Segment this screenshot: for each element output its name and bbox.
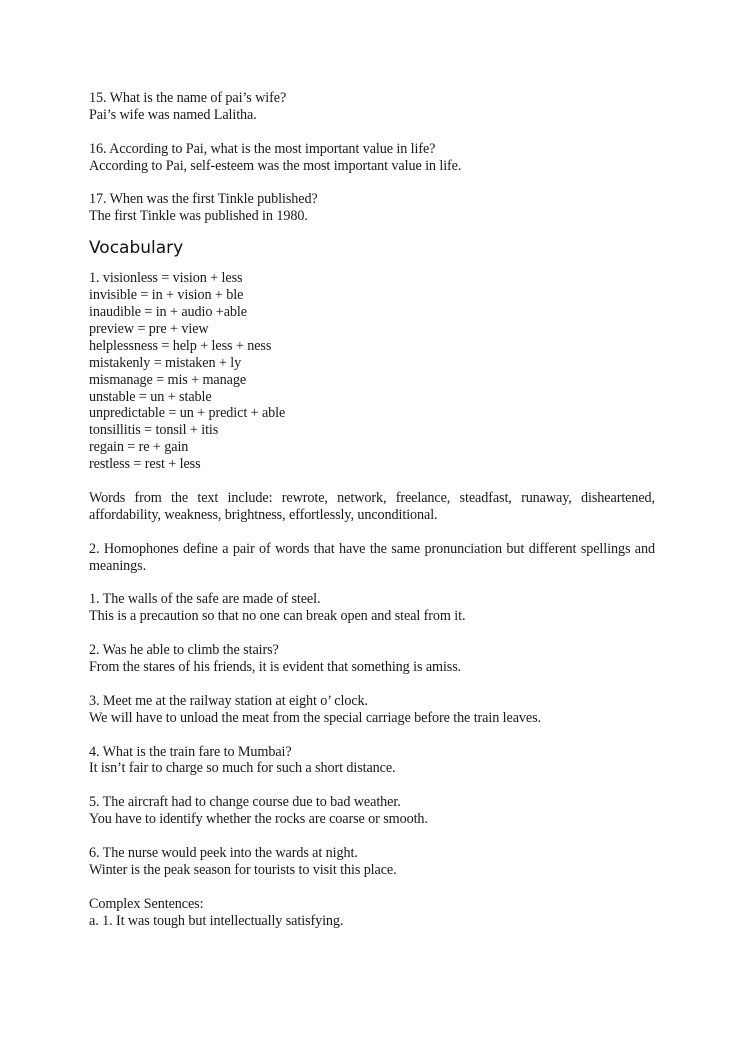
homophone-sentence: We will have to unload the meat from the special carriage before the train leaves. [89,709,541,726]
word-breakdown-item: tonsillitis = tonsil + itis [89,422,219,439]
homophone-sentence: 3. Meet me at the railway station at eight o’ clock. [89,692,368,709]
word-breakdown-item: inaudible = in + audio +able [89,304,247,321]
answer-text: According to Pai, self-esteem was the most important value in life. [89,157,462,174]
complex-sentences-label: Complex Sentences: [89,895,204,912]
homophone-pair-2 [89,642,655,676]
vocabulary-heading: Vocabulary [89,238,184,259]
homophone-sentence: 1. The walls of the safe are made of steel. [89,591,321,608]
homophone-sentence: This is a precaution so that no one can break open and steal from it. [89,608,466,625]
homophone-pair-1 [89,591,655,625]
homophone-pair-5 [89,794,655,828]
word-breakdown-item: mismanage = mis + manage [89,371,247,388]
question-text: 16. According to Pai, what is the most important value in life? [89,140,436,157]
word-breakdown-item: restless = rest + less [89,456,201,473]
homophone-pair-6 [89,845,655,879]
words-from-text-paragraph: Words from the text include: rewrote, network, freelance, steadfast, runaway, disheartened, affordability, weakness, brightness, effortlessly, unconditional. [89,489,655,523]
qa-item-16 [89,141,655,175]
word-breakdown-item: unpredictable = un + predict + able [89,405,286,422]
qa-item-15 [89,90,655,124]
word-breakdown-item: unstable = un + stable [89,388,212,405]
qa-item-17 [89,191,655,225]
answer-text: Pai’s wife was named Lalitha. [89,106,257,123]
word-breakdown-item: 1. visionless = vision + less [89,270,243,287]
word-breakdown-item: preview = pre + view [89,320,209,337]
question-text: 17. When was the first Tinkle published? [89,191,318,208]
homophone-sentence: 5. The aircraft had to change course due to bad weather. [89,794,401,811]
homophone-pair-3 [89,693,655,727]
word-breakdown-item: invisible = in + vision + ble [89,287,244,304]
homophone-sentence: 2. Was he able to climb the stairs? [89,642,279,659]
homophone-sentence: From the stares of his friends, it is evident that something is amiss. [89,659,462,675]
homophone-sentence: You have to identify whether the rocks are coarse or smooth. [89,811,428,828]
homophone-sentence: It isn’t fair to charge so much for such a short distance. [89,760,396,777]
word-breakdown-item: regain = re + gain [89,439,189,456]
word-breakdown-item: helplessness = help + less + ness [89,337,272,354]
complex-sentence-item: a. 1. It was tough but intellectually satisfying. [89,912,344,929]
question-text: 15. What is the name of pai’s wife? [89,90,287,106]
word-breakdown-list [89,270,655,473]
homophone-sentence: 6. The nurse would peek into the wards at night. [89,844,358,861]
answer-text: The first Tinkle was published in 1980. [89,208,308,225]
document-page [89,90,655,946]
complex-sentences-section [89,896,655,930]
homophone-pair-4 [89,744,655,778]
homophones-definition-paragraph: 2. Homophones define a pair of words that have the same pronunciation but different spellings and meanings. [89,540,655,574]
word-breakdown-item: mistakenly = mistaken + ly [89,354,242,371]
homophone-sentence: Winter is the peak season for tourists to visit this place. [89,861,397,878]
homophone-sentence: 4. What is the train fare to Mumbai? [89,743,292,760]
